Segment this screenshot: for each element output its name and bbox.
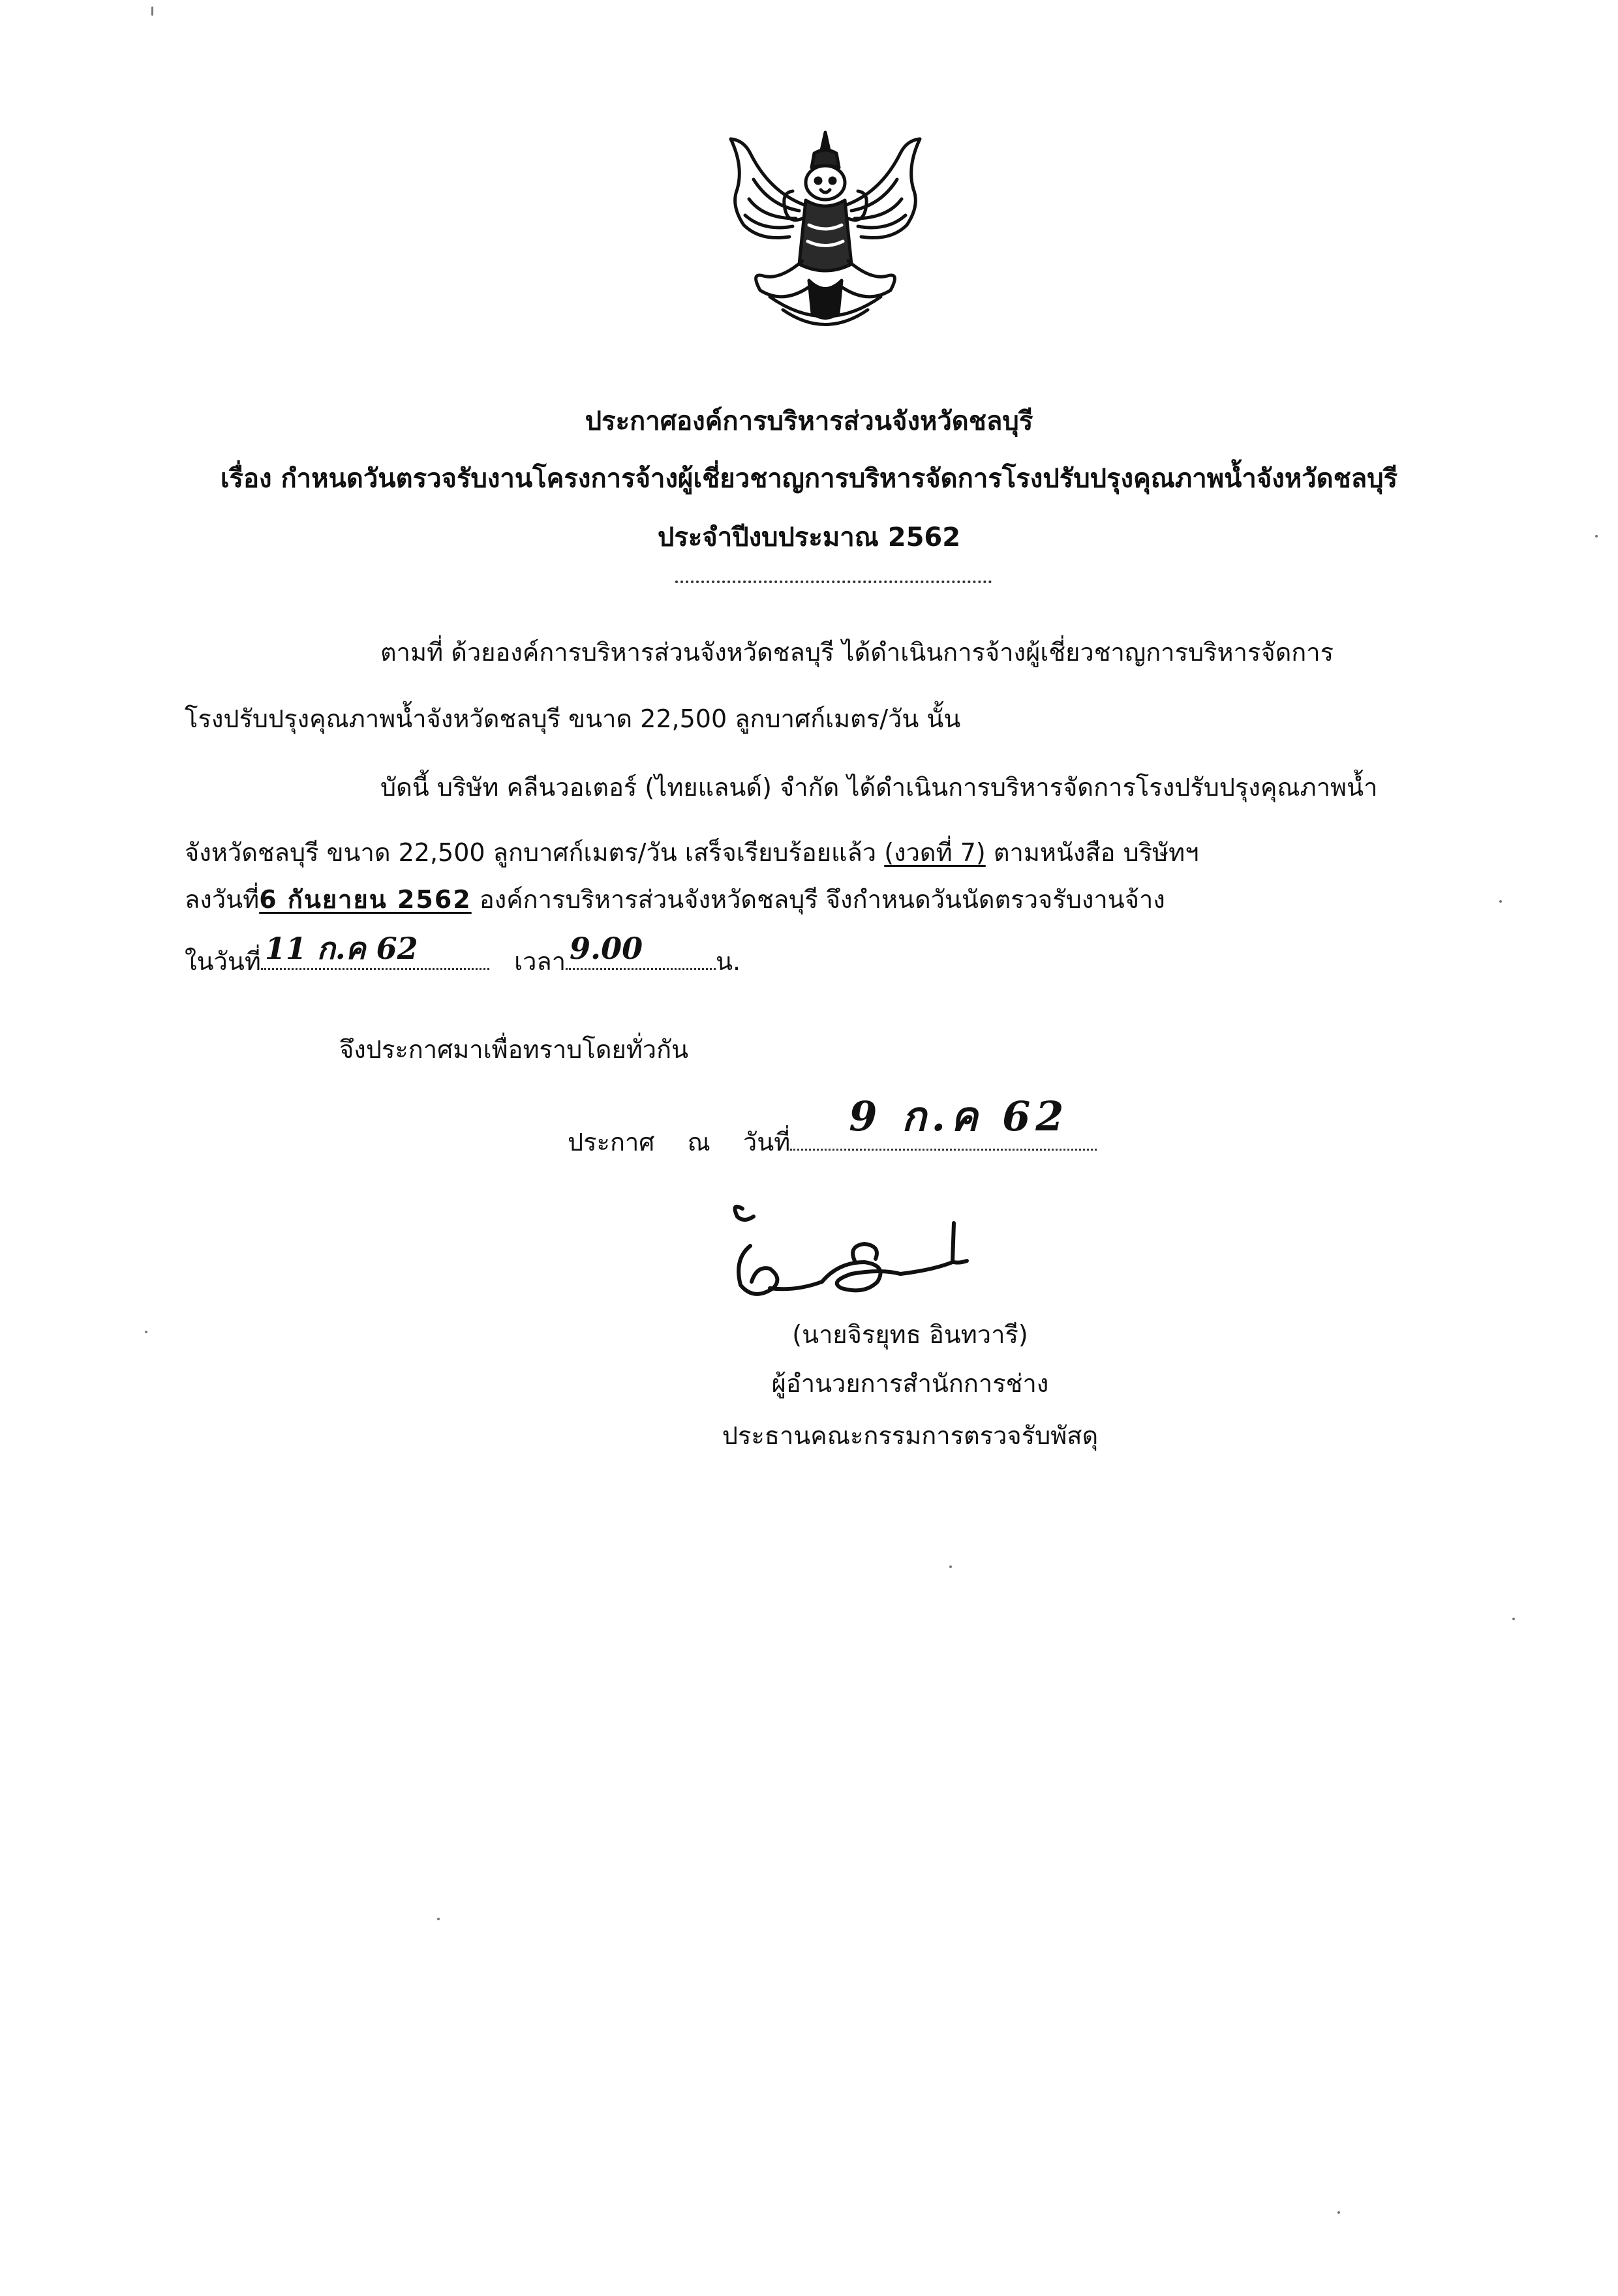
inspection-schedule: [185, 930, 741, 977]
paragraph2-line3: [185, 885, 1165, 915]
time-suffix: น.: [716, 947, 741, 976]
announcement-title: ประกาศองค์การบริหารส่วนจังหวัดชลบุรี: [585, 406, 1033, 436]
title-separator: [675, 581, 992, 583]
date-label: วันที่: [742, 1128, 791, 1156]
paragraph2-line2: [185, 838, 1199, 868]
scan-speck: [1499, 900, 1502, 903]
scan-speck: [145, 1331, 147, 1333]
letter-date: 6 กันยายน 2562: [259, 885, 472, 914]
paragraph2-line2-tail: ตามหนังสือ บริษัทฯ: [993, 838, 1199, 867]
inspection-time-handwritten: 9.00: [570, 930, 643, 966]
signatory-role: ประธานคณะกรรมการตรวจรับพัสดุ: [722, 1421, 1099, 1450]
time-label: เวลา: [514, 947, 566, 976]
announcement-date-line: [568, 1093, 1097, 1162]
scan-speck: [1337, 2211, 1340, 2214]
signatory-position: ผู้อำนวยการสำนักการช่าง: [771, 1369, 1049, 1398]
inspection-time-field: [566, 930, 716, 970]
installment-number: (งวดที่ 7): [884, 838, 986, 867]
announcement-date-handwritten: 9 ก.ค 62: [849, 1093, 1069, 1140]
announced-label: ประกาศ: [568, 1128, 655, 1156]
garuda-emblem-icon: [724, 127, 926, 342]
scan-speck: [1512, 1618, 1515, 1620]
dated-label: ลงวันที่: [185, 885, 260, 914]
signatory-name: (นายจิรยุทธ อินทวารี): [792, 1320, 1028, 1349]
at-label: ณ: [687, 1128, 710, 1156]
handwritten-signature-icon: [724, 1197, 979, 1314]
inspection-date-field: [261, 930, 489, 970]
scan-speck: [1595, 535, 1598, 537]
paragraph1-line2: โรงปรับปรุงคุณภาพน้ำจังหวัดชลบุรี ขนาด 22,500 ลูกบาศก์เมตร/วัน นั้น: [185, 704, 961, 733]
scan-speck: [949, 1565, 952, 1568]
inspection-date-handwritten: 11 ก.ค 62: [264, 930, 418, 966]
fiscal-year: ประจำปีงบประมาณ 2562: [657, 522, 961, 552]
paragraph2-line3-tail: องค์การบริหารส่วนจังหวัดชลบุรี จึงกำหนดวันนัดตรวจรับงานจ้าง: [479, 885, 1165, 914]
paragraph2-line1: บัดนี้ บริษัท คลีนวอเตอร์ (ไทยแลนด์) จำกัด ได้ดำเนินการบริหารจัดการโรงปรับปรุงคุณภาพน้ำ: [380, 773, 1378, 802]
paragraph2-line2-text: จังหวัดชลบุรี ขนาด 22,500 ลูกบาศก์เมตร/วัน เสร็จเรียบร้อยแล้ว: [185, 838, 877, 867]
scan-mark: [151, 7, 153, 16]
announcement-date-field: [790, 1093, 1097, 1151]
scan-speck: [437, 1918, 440, 1920]
on-date-label: ในวันที่: [185, 947, 261, 976]
announcement-subject: เรื่อง กำหนดวันตรวจรับงานโครงการจ้างผู้เชี่ยวชาญการบริหารจัดการโรงปรับปรุงคุณภาพน้ำจังหวัดชลบุรี: [220, 464, 1398, 494]
closing-statement: จึงประกาศมาเพื่อทราบโดยทั่วกัน: [339, 1035, 689, 1064]
paragraph1-line1: ตามที่ ด้วยองค์การบริหารส่วนจังหวัดชลบุรี ได้ดำเนินการจ้างผู้เชี่ยวชาญการบริหารจัดการ: [380, 638, 1334, 667]
